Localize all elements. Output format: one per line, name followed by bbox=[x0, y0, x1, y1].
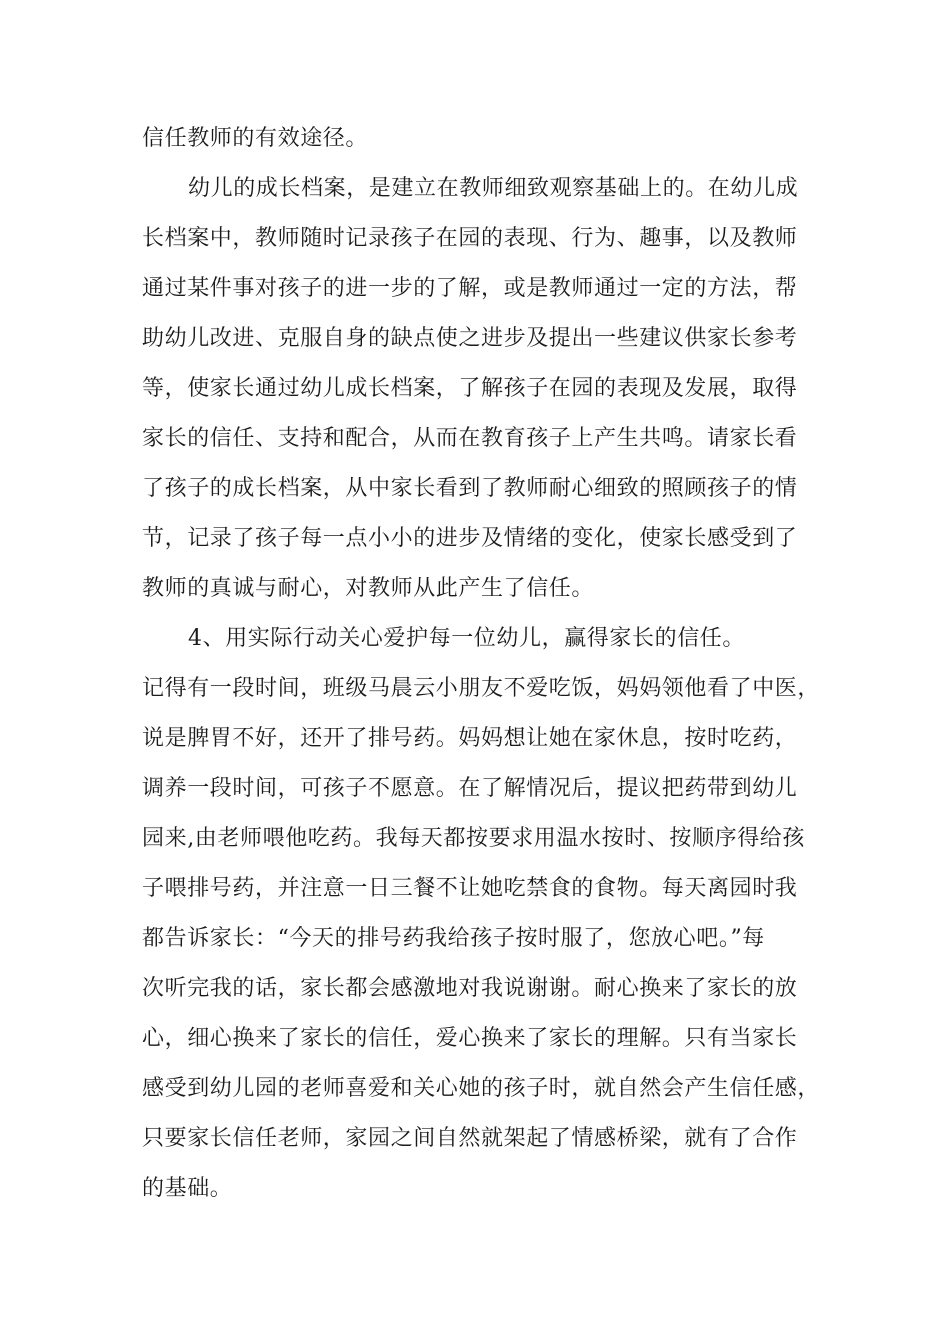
text-line: 子喂排号药，并注意一日三餐不让她吃禁食的食物。每天离园时我 bbox=[142, 876, 798, 901]
text-line: 了孩子的成长档案，从中家长看到了教师耐心细致的照顾孩子的情 bbox=[142, 476, 798, 501]
text-line: 等，使家长通过幼儿成长档案，了解孩子在园的表现及发展，取得 bbox=[142, 376, 798, 401]
text-line: 只要家长信任老师，家园之间自然就架起了情感桥梁，就有了合作 bbox=[142, 1126, 798, 1151]
text-line: 助幼儿改进、克服自身的缺点使之进步及提出一些建议供家长参考 bbox=[142, 326, 798, 351]
text-line: 幼儿的成长档案，是建立在教师细致观察基础上的。在幼儿成 bbox=[188, 176, 799, 201]
text-line: 都告诉家长：“今天的排号药我给孩子按时服了，您放心吧。”每 bbox=[142, 926, 765, 951]
text-line: 的基础。 bbox=[142, 1176, 233, 1201]
text-line: 家长的信任、支持和配合，从而在教育孩子上产生共鸣。请家长看 bbox=[142, 426, 798, 451]
text-line: 信任教师的有效途径。 bbox=[142, 126, 369, 151]
text-line: 教师的真诚与耐心，对教师从此产生了信任。 bbox=[142, 576, 595, 601]
text-line: 节，记录了孩子每一点小小的进步及情绪的变化，使家长感受到了 bbox=[142, 526, 798, 551]
text-line: 记得有一段时间，班级马晨云小朋友不爱吃饭，妈妈领他看了中医， bbox=[142, 676, 821, 701]
text-line: 感受到幼儿园的老师喜爱和关心她的孩子时，就自然会产生信任感， bbox=[142, 1076, 821, 1101]
text-line: 心，细心换来了家长的信任，爱心换来了家长的理解。只有当家长 bbox=[142, 1026, 798, 1051]
text-line: 通过某件事对孩子的进一步的了解，或是教师通过一定的方法，帮 bbox=[142, 276, 798, 301]
text-line: 次听完我的话，家长都会感激地对我说谢谢。耐心换来了家长的放 bbox=[142, 976, 798, 1001]
text-line: 说是脾胃不好，还开了排号药。妈妈想让她在家休息，按时吃药， bbox=[142, 726, 798, 751]
section-heading: 4、用实际行动关心爱护每一位幼儿，赢得家长的信任。 bbox=[188, 626, 745, 651]
text-line: 调养一段时间，可孩子不愿意。在了解情况后，提议把药带到幼儿 bbox=[142, 776, 798, 801]
text-line: 长档案中，教师随时记录孩子在园的表现、行为、趣事，以及教师 bbox=[142, 226, 798, 251]
text-line: 园来,由老师喂他吃药。我每天都按要求用温水按时、按顺序得给孩 bbox=[142, 826, 805, 851]
